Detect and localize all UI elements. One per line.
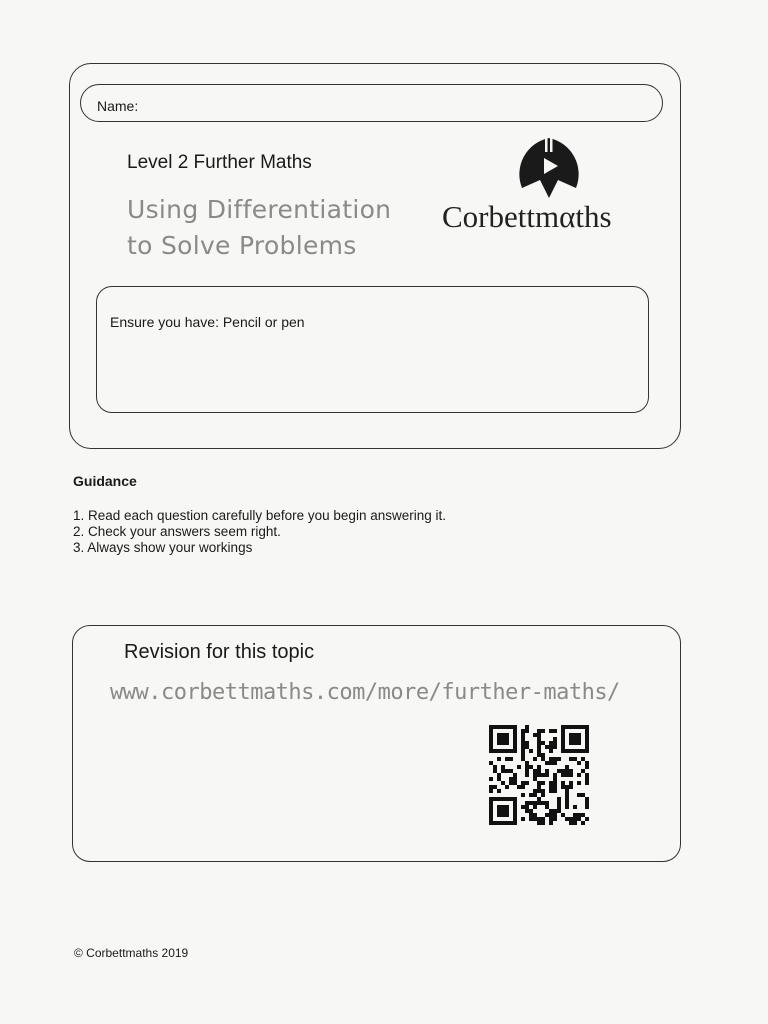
guidance-item: 2. Check your answers seem right. [73,524,281,539]
copyright-notice: © Corbettmaths 2019 [74,946,189,960]
revision-link[interactable]: www.corbettmaths.com/more/further-maths/ [110,680,620,705]
guidance-list [73,508,446,556]
name-label: Name: [97,98,139,114]
topic-title-line-1: Using Differentiation [127,195,392,224]
guidance-item: 1. Read each question carefully before you begin answering it. [73,508,446,523]
name-field[interactable] [80,84,663,122]
equipment-text: Ensure you have: Pencil or pen [110,314,305,330]
corbettmaths-logo-icon [508,134,590,200]
corbettmaths-logo-text: Corbettmαths [442,199,612,234]
revision-heading: Revision for this topic [124,641,315,663]
guidance-item: 3. Always show your workings [73,540,253,555]
guidance-heading: Guidance [73,473,137,489]
topic-title-line-2: to Solve Problems [127,231,357,260]
equipment-box [96,286,649,413]
qr-code-icon[interactable] [487,725,592,825]
level-title: Level 2 Further Maths [127,152,312,173]
